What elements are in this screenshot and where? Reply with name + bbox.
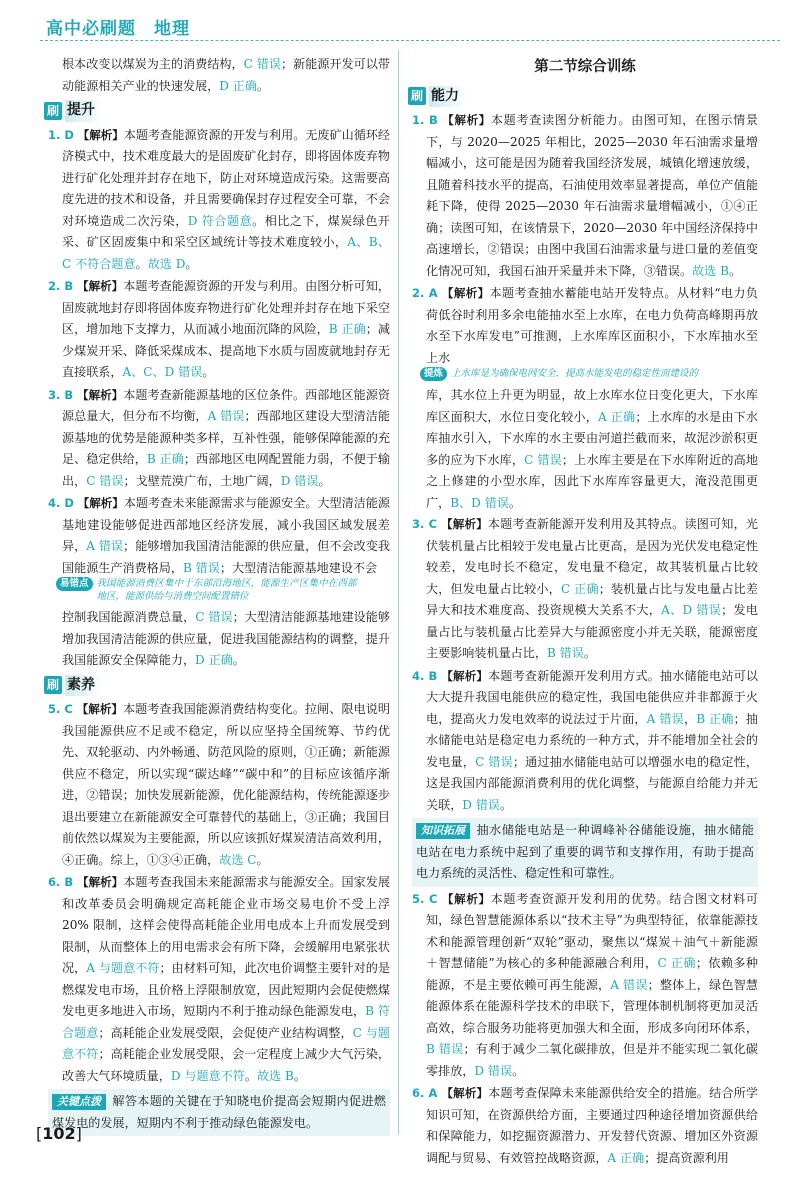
answer-r2: 2. A 【解析】本题考查抽水蓄能电站开发特点。从材料“电力负荷低谷时利用多余电能抽水至上水库，在电力负荷高峰期再放水至下水库发电”可推测，上水库库区面积小，下水库抽水至上水 [412,286,758,365]
left-column [48,54,390,1138]
section-heading-nengli [408,86,758,108]
annotation-yicuodian [56,577,390,603]
tip-guanjian [48,1089,390,1136]
answer-r2-continued: 库，其水位上升更为明显，故上水库水位日变化更大，下水库库区面积大，水位日变化较小，A 正确；上水库的水是由下水库抽水引入，下水库的水主要由河道拦截而来，故泥沙淤积更多的应为下水库，C 错误；上水库主要是在下水库附近的高地之上修建的小型水库，因此下水库库容量更大，淹没范围更广，B、D 错误。 [426,388,758,510]
page-number: [102] [36,1124,82,1143]
section-title: 第二节综合训练 [534,58,636,75]
header-rule [40,40,780,41]
tip-zhishi [412,818,758,887]
section-badge: 刷 [408,87,426,105]
tip-badge: 关键点拨 [52,1094,106,1110]
section-heading-suyang [44,675,390,697]
annotation-tilian [420,367,758,381]
section-label: 素养 [65,675,103,697]
answer-3: 3. B 【解析】本题考查新能源基地的区位条件。西部地区能源资源总量大，但分布不均衡，A 错误；西部地区建设大型清洁能源基地的优势是能源种类多样，互补性强，能够保障能源的充足、稳定供给，B 正确；西部地区电网配置能力弱，不便于输出，C 错误；戈壁荒漠广布，土地广阔，D 错误。 [48,387,390,488]
answer-4: 4. D 【解析】本题考查未来能源需求与能源安全。大型清洁能源基地建设能够促进西部地区经济发展，减小我国区域发展差异，A 错误；能够增加我国清洁能源的供应量，但不会改变我国能源生产消费格局，B 错误；大型清洁能源基地建设不会 [48,496,391,575]
answer-r1: 1. B 【解析】本题考查读图分析能力。由图可知，在图示情景下，与 2020—2025 年相比，2025—2030 年石油需求量增幅减小，这可能是因为随着我国经济发展，城镇化增速放缓，且随着科技水平的提高，石油使用效率显著提高，单位产值能耗下降，使得 2025—2030 年石油需求量增幅减小，①④正确；读图可知，在该情景下，2020—2030 年中国经济保持中高速增长，②错误；由图中我国石油需求量与进口量的差值变化情况可知，我国石油开采量并未下降，③错误。故选 B。 [412,113,758,278]
answer-2: 2. B 【解析】本题考查能源资源的开发与利用。由图分析可知，固废就地封存即将固体废弃物进行矿化处理并封存在地下采空区，增加地下支撑力，从而减小地面沉降的风险，B 正确；减少煤炭开采、降低采煤成本、提高地下水质与固废就地封存无直接联系，A、C、D 错误。 [48,279,390,379]
answer-r5: 5. C 【解析】本题考查资源开发利用的优势。结合图文材料可知，绿色智慧能源体系以“技术主导”为典型特征，依靠能源技术和能源管理创新“双轮”驱动，聚焦以“煤炭＋油气＋新能源＋智慧储能”为核心的多种能源融合利用，C 正确；依赖多种能源，不是主要依赖可再生能源，A 错误；整体上，绿色智慧能源体系在能源科学技术的串联下，管理体制机制将更加灵活高效，综合服务功能将更加强大和全面，形成多向闭环体系，B 错误；有利于减少二氧化碳排放，但是并不能实现二氧化碳零排放，D 错误。 [412,891,758,1078]
header-title: 高中必刷题 地理 [46,19,190,39]
column-divider [398,50,399,1135]
note-badge: 易错点 [56,577,93,591]
note-text: 上水库是为确保电网安全，提高水能发电的稳定性而建设的 [451,368,699,379]
tip-text: 解答本题的关键在于知晓电价提高会短期内促进燃煤发电的发展，短期内不利于推动绿色能源发电。 [52,1094,386,1130]
right-column [412,54,758,1170]
note-badge: 提炼 [420,367,447,381]
answer-6: 6. B 【解析】本题考查我国未来能源需求与能源安全。国家发展和改革委员会明确规定高耗能企业市场交易电价不受上浮 20% 限制，这样会使得高耗能企业用电成本上升而发展受到限制，从而整体上的用电需求会有所下降，会缓解用电紧张状况，A 与题意不符；由材料可知，此次电价调整主要针对的是燃煤发电市场，且价格上浮限制放宽，因此短期内会促使燃煤发电更多地进入市场，短期内不利于推动绿色能源发电，B 符合题意；高耗能企业发展受限，会促使产业结构调整，C 与题意不符；高耗能企业发展受限，会一定程度上减少大气污染，改善大气环境质量，D 与题意不符。故选 B。 [48,875,390,1083]
section-badge: 刷 [44,102,62,120]
answer-r3: 3. C 【解析】本题考查新能源开发利用及其特点。读图可知，光伏装机量占比相较于发电量占比更高，是因为光伏发电稳定性较差，发电时长不稳定，发电量不稳定，故其装机量占比较大，但发电量占比较小，C 正确；装机量占比与发电量占比差异大和技术难度高、投资规模大关系不大，A、D 错误；发电量占比与装机量占比差异大与能源密度小并无关联，能源密度主要影响装机量占比，B 错误。 [412,517,758,660]
section-label: 能力 [429,86,467,108]
answer-r6: 6. A 【解析】本题考查保障未来能源供给安全的措施。结合所学知识可知，在资源供给方面，主要通过四种途径增加资源供给和保障能力，如挖掘资源潜力、开发替代资源、增加区外资源调配与贸易、有效管控战略资源，A 正确；提高资源利用 [412,1086,758,1165]
tip-text: 抽水储能电站是一种调峰补谷储能设施，抽水储能电站在电力系统中起到了重要的调节和支撑作用，有助于提高电力系统的灵活性、稳定性和可靠性。 [416,823,754,880]
section-badge: 刷 [44,676,62,694]
intro-paragraph: 根本改变以煤炭为主的消费结构，C 错误；新能源开发可以带动能源相关产业的快速发展，D 正确。 [62,57,390,93]
answer-5: 5. C 【解析】本题考查我国能源消费结构变化。拉闸、限电说明我国能源供应不足或不稳定，所以应坚持全国统筹、节约优先、双轮驱动、内外畅通、防范风险的原则，①正确；新能源供应不稳定，所以实现“碳达峰”“碳中和”的目标应该循序渐进，②错误；加快发展新能源，优化能源结构，传统能源逐步退出要建立在新能源安全可靠替代的基础上，③正确；我国目前依然以煤炭为主要能源，所以应该抓好煤炭清洁高效利用，④正确。综上，①③④正确，故选 C。 [48,702,390,867]
tip-badge: 知识拓展 [416,823,470,839]
section-heading-tisheng [44,100,390,122]
answer-r4: 4. B 【解析】本题考查新能源开发利用方式。抽水储能电站可以大大提升我国电能供应的稳定性，我国电能供应并非都源于火电，提高火力发电效率的说法过于片面，A 错误，B 正确；抽水储能电站是稳定电力系统的一种方式，并不能增加全社会的发电量，C 错误；通过抽水储能电站可以增强水电的稳定性，这是我国内部能源消费利用的优化调整，与能源自给能力并无关联，D 错误。 [412,668,758,812]
answer-4-continued: 控制我国能源消费总量，C 错误；大型清洁能源基地建设能够增加我国清洁能源的供应量，促进我国能源结构的调整，提升我国能源安全保障能力，D 正确。 [62,610,390,667]
answer-1: 1. D 【解析】本题考查能源资源的开发与利用。无废矿山循环经济模式中，技术难度最大的是固废矿化封存，即将固体废弃物进行矿化处理并封存在地下，防止对环境造成污染。这需要高度先进的技术和设备，并且需要确保封存过程安全可靠，不会对环境造成二次污染，D 符合题意。相比之下，煤炭绿色开采、矿区固废集中和采空区域统计等技术难度较小，A、B、C 不符合题意。故选 D。 [48,127,391,271]
section-label: 提升 [65,100,103,122]
note-text: 我国能源消费区集中于东部沿海地区，能源生产区集中在西部地区，能源供给与消费空间配置错位 [96,578,357,602]
